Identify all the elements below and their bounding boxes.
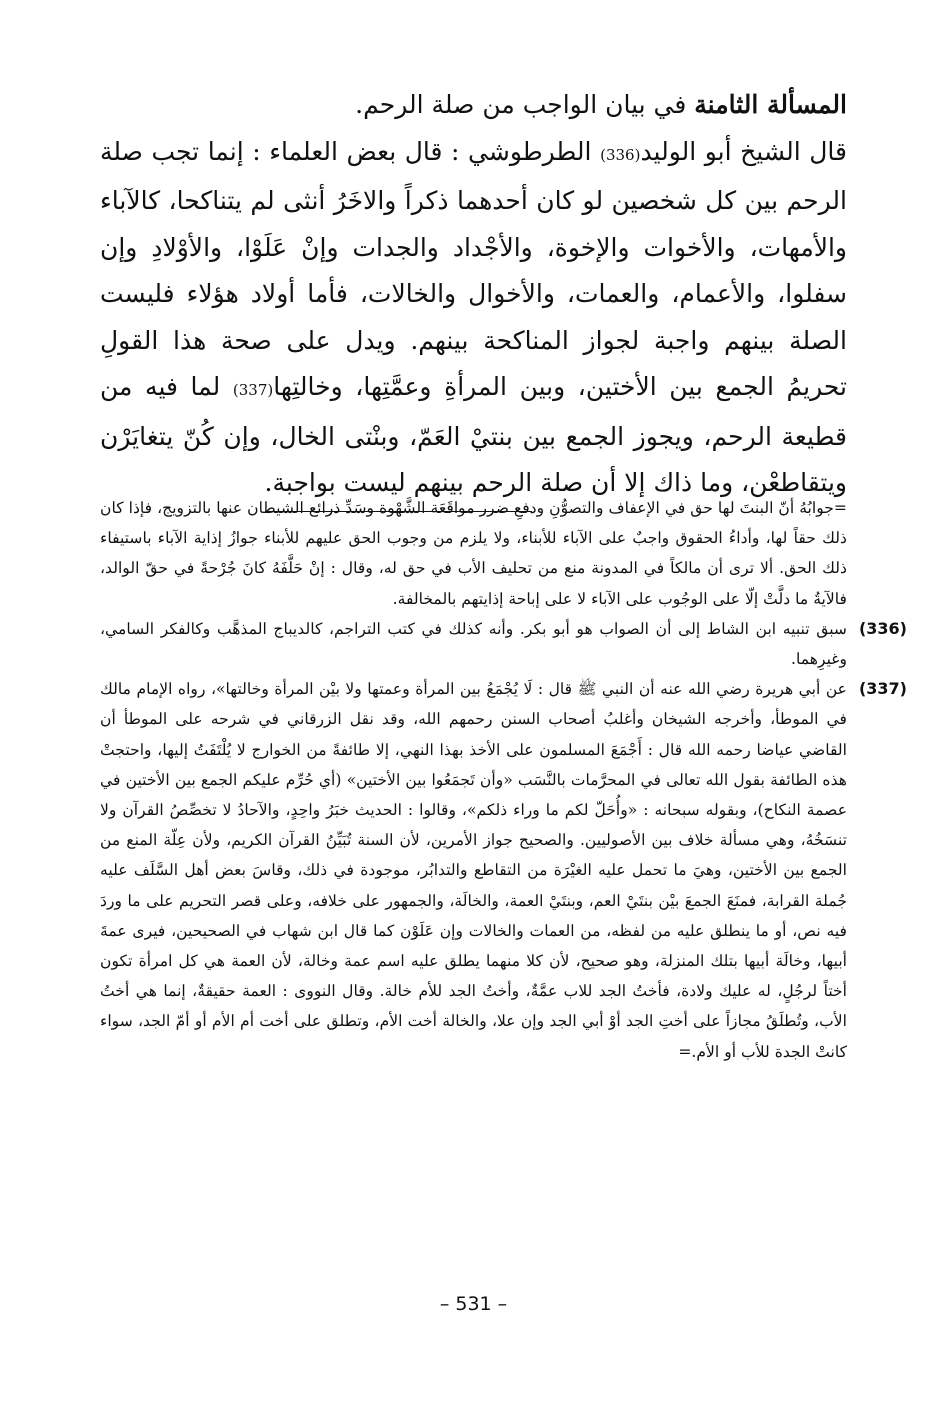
footnote-number: (336) — [858, 618, 907, 638]
para-segment-b: الطرطوشي : قال بعض العلماء : إنما تجب صلة الرحم بين كل شخصين لو كان أحدهما ذكراً والاخَرُ أنثى لم يتناكحا، كالآباء والأمهات، والأخوات والإخوة، والأجْداد والجدات وإنْ عَلَوْا، والأوْلادِ وإن سفلوا، والأعمام، والعمات، والأخوال والخالات، فأما أولاد هؤلاء فليست الصلة بينهم واجبة لجواز المناكحة بينهم. ويدل على صحة هذا القولِ تحريمُ الجمع بين الأختين، وبين المرأةِ وعمَّتِها، وخالتِها — [100, 136, 847, 401]
page-number: – 531 – — [439, 1293, 508, 1315]
footnote-337 — [100, 674, 907, 1067]
heading-bold: المسألة الثامنة — [694, 90, 847, 119]
footnote-ref-337[interactable]: (337) — [232, 381, 274, 399]
footnote-text: عن أبي هريرة رضي الله عنه أن النبي ﷺ قال : لَا يُجْمَعُ بين المرأة وعمتها ولا بيْن المرأة وخالتها»، رواه الإمام مالك في الموطأ، وأخرجه الشيخان وأغلبُ أصحاب السنن رحمهم الله، وقد نقل الزرقاني في شرحه على الموطأ أن القاضي عياضا رحمه الله قال : أَجْمَعَ المسلمون على الأخذ بهذا النهي، إلا طائفةً من الخوارج لا يُلْتَفَتُ إليها، واحتجتْ هذه الطائفة بقول الله تعالى في المحرَّمات بالنَّسَب «وأن تَجمَعُوا بين الأختين» (أي حُرِّم عليكم الجمع بين الأختين في عصمة النكاح)، وبقوله سبحانه : «وأُحَلّ لكم ما وراء ذلكم»، وقالوا : الحديث خبَرُ واحِدٍ، والآحادُ لا تخصِّصُ القرآن ولا تنسَخُهُ، وهي مسألة خلاف بين الأصوليين. والصحيح جواز الأمرين، لأن السنة تُبَيِّنُ القرآن الكريم، ولأن عِلّة المنع من الجمع بين الأختين، وهيَ ما تحمل عليه الغيْرَة من التقاطع والتدابُر، موجودة في ذلك، وقاسَ بعض أهل السَّلَف عليه جُملة القرابة، فمنَعَ الجمعَ بيْن بنتَيْ العم، وبنتَيْ العمة، والخالَة، والجمهور على خلافه، وعلى قصر التحريم على ما وردَ فيه نص، أو ما ينطلق عليه من لفظه، من العمات والخالات وإن عَلَوْن كما قال ابن شهاب في الصحيحين، فيرى عمةَ أبيها، وخالَة أبيها بتلك المنزلة، وهو صحيح، لأن كلا منهما يطلق عليه اسم عمة وخالة، لأن العمة هي كل امرأة تكون أختاً لرجُلٍ، له عليك ولادة، فأختُ الجد للاب عمَّةٌ، وأختُ الجد للأم خالة. وقال النووى : العمة حقيقةٌ، إنما هي أختُ الأب، وتُطلَقُ مجازاً على أختِ الجد أوْ أبي الجد وإن علا، والخالة أخت الأم، وتطلق على أخت أم الأم أو أمّ الجد، سواء كانتْ الجدة للأب أو الأم.= — [100, 680, 847, 1061]
footnote-336 — [100, 614, 907, 674]
main-text — [100, 82, 847, 512]
para-segment-a: قال الشيخ أبو الوليد — [640, 136, 848, 166]
para-last-line: الرحم بينهم ليست بواجبة. — [265, 460, 533, 512]
main-paragraph — [100, 129, 847, 512]
footnote-text: سبق تنبيه ابن الشاط إلى أن الصواب هو أبو بكر. وأنه كذلك في كتب التراجم، كالديباج المذهَّب وكالفكر السامي، وغيرِهما. — [100, 619, 847, 669]
para-segment-c: لما فيه من قطيعة الرحم، ويجوز الجمع بين بنتيْ العَمّ، وبنْتى الخال، وإن كُنّ يتغايَرْن ويتقاطعْن، وما ذاك إلا أن صلة — [100, 372, 847, 497]
footnotes — [100, 493, 907, 1067]
heading-text: في بيان الواجب من صلة الرحم. — [355, 90, 687, 119]
footnote-continuation: =جوابُهُ أنّ البنتَ لها حق في الإعفاف والتصوُّنِ ودفعِ ضرر مواقَعَة الشَّهْوة وسَدِّ ذرائع الشيطان عنها بالتزويج، فإذا كان ذلك حقاً لها، وأداءُ الحقوق واجبٌ على الآباء للأبناء، ولا يلزم من وجوب الحق عليهم للأبناء جوازُ إذاية الآباء باستيفاء ذلك الحق. ألا ترى أن مالكاً في المدونة منع من تحليف الأب في حق له، وقال : إنْ حَلَّفَهُ كانَ جُرْحةً في حقّ الوالد، فالآيةُ ما دلَّتْ إلّا على الوجُوب على الآباء لا على إباحة إذايتهم بالمخالفة. — [100, 499, 847, 608]
footnote-ref-336[interactable]: (336) — [600, 145, 641, 164]
footnote-number: (337) — [858, 679, 907, 699]
section-heading — [100, 82, 847, 129]
